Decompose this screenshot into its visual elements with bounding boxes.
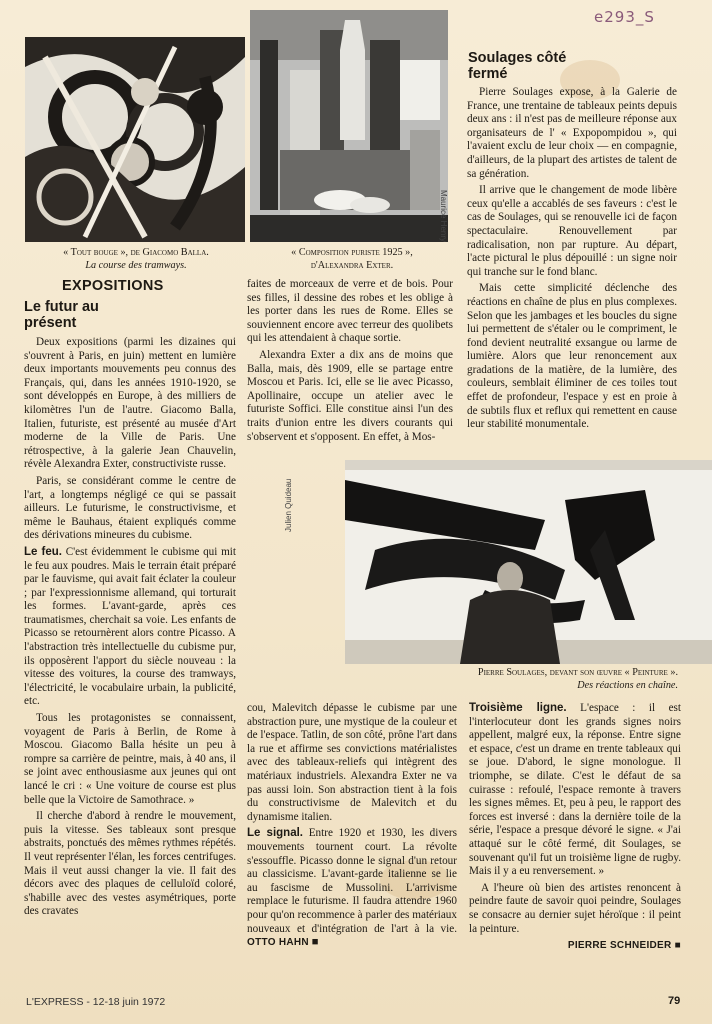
article2-column-c-bottom xyxy=(469,702,681,953)
paragraph xyxy=(469,702,681,879)
paragraph: Pierre Soulages expose, à la Galerie de France, une trentaine de tableaux peints depuis deux ans : il n'est pas de meilleure réponse aux organisateurs de l' « Expopompidou », qui l'avaient exclu de leur choix — en compagnie, d'ailleurs, de la plupart des artistes de talent de sa génération. xyxy=(467,86,677,180)
caption-soulages xyxy=(340,667,678,692)
caption-balla xyxy=(26,247,246,272)
article2-headline-text: Soulages côté fermé xyxy=(468,50,567,82)
footer-publication: L'EXPRESS - 12-18 juin 1972 xyxy=(26,996,166,1008)
handwritten-reference: e293_S xyxy=(594,8,655,26)
runin-heading-troisieme: Troisième ligne. xyxy=(469,702,567,714)
paragraph xyxy=(24,546,236,709)
paragraph-text: L'espace : il est l'interlocuteur dont les grands signes noirs appellent, malgré eux, la réponse. Entre signe et espace, c'est un drame en trente tableaux qui se joue. D'abord, le signe monologue. Il triomphe, se dilate. C'est le défaut de sa cuirasse : refoulé, l'espace remonte à travers les signes mêmes. Et, peu à peu, le rapport des forces est inversé : dans la dernière toile de la série, l'espace a presque dévoré le signe. « J'ai attaqué sur le côté fermé, dit Soulages, se souvenant qu'il fut un troisième ligne de rugby. Mais il y a eu renversement. » xyxy=(469,702,682,878)
footer-page-number: 79 xyxy=(668,995,681,1007)
paragraph: Tous les protagonistes se connaissent, voyagent de Paris à Berlin, de Rome à Moscou. Giacomo Balla hésite un peu à rompre sa carrière de peintre, mais, à 40 ans, il se joint avec enthousiasme aux jeunes qui ont lancé le cri : « Une voiture de course est plus belle que la Victoire de Samothrace. » xyxy=(24,712,236,806)
soulages-painting-photo xyxy=(345,460,712,664)
section-title: EXPOSITIONS xyxy=(62,278,164,294)
paragraph: Paris, se considérant comme le centre de l'art, a longtemps négligé ce qui se passait ailleurs. Le futurisme, le constructivisme, et même le Bauhaus, étaient expliqués comme des dérivations mineures du cubisme. xyxy=(24,474,236,542)
photo-credit-henry: Maurice Henry xyxy=(439,190,448,243)
caption-balla-sub: La course des tramways. xyxy=(85,259,187,271)
paragraph-text: Entre 1920 et 1930, les divers mouvements tournent court. La révolte s'essouffle. Picasso donne le signal d'un retour au classicisme. L'avant-garde italienne se lie au fascisme de Mussolini. L'arrivisme remplace le futurisme. Il faudra attendre 1960 pour qu'on recommence à parler des matériaux nouveaux et d'intégration de l'art à la vie. xyxy=(247,827,457,935)
author-pierre-schneider: PIERRE SCHNEIDER xyxy=(567,940,672,952)
paragraph: faites de morceaux de verre et de bois. Pour ses filles, il dessine des robes et les oblige à les porter dans les rues de Rome. Elles se souviennent encore avec terreur des quolibets qui les attendaient à chaque sortie. xyxy=(247,278,453,345)
caption-soulages-sub: Des réactions en chaîne. xyxy=(577,679,678,691)
article2-column-c-top xyxy=(467,86,677,435)
paragraph: Deux expositions (parmi les dizaines qui s'ouvrent à Paris, en juin) mettent en lumière deux importants mouvements peu connus des Français, qui, dans les années 1910-1920, se sont développés en Europe, à des milliers de kilomètres l'un de l'autre. Giacomo Balla, Italien, futuriste, est présenté au musée d'Art moderne de la Ville de Paris. Une rétrospective, à la galerie Jean Chauvelin, révèle Alexandra Exter, constructiviste russe. xyxy=(24,336,236,471)
paragraph: Mais cette simplicité déclenche des réactions en chaîne de plus en plus complexes. Selon que les jambages et les boucles du signe lui permettent de s'étaler ou le compriment, le fond devient neutralité exsangue ou larme de lumière. Alors que leur renoncement aux gradations de la matière, de la lumière, des couleurs, semblait éliminer de ces toiles tout effet de profondeur, l'espace y est en proie à de subtils flux et reflux qui remettent en cause leur stabilité monumentale. xyxy=(467,282,677,431)
caption-exter xyxy=(250,247,454,272)
paragraph: Il arrive que le changement de mode libère ceux qu'elle a accablés de ses faveurs : c'est le cas de Soulages, qui se renouvelle ici de façon spectaculaire. Renouvellement par radicalisation, non par rupture. Au départ, l'acte pictural le plus dépouillé : un signe noir qui tranche sur le fond blanc. xyxy=(467,184,677,278)
article1-headline-text: Le futur au présent xyxy=(24,299,99,331)
balla-painting-photo xyxy=(25,37,245,242)
runin-heading-feu: Le feu. xyxy=(24,545,62,558)
caption-balla-title: « Tout bouge », de Giacomo Balla. xyxy=(63,247,209,258)
caption-soulages-title: Pierre Soulages, devant son œuvre « Peinture ». xyxy=(477,667,678,678)
author-signature xyxy=(469,939,681,953)
paragraph: Alexandra Exter a dix ans de moins que Balla, mais, dès 1909, elle se partage entre Moscou et Paris. Ici, elle se lie avec Picasso, Apollinaire, occupe un atelier avec le futuriste Soffici. Elle constitue ainsi l'un des traits d'union entre les divers courants qui s'observent et s'opposent. En effet, à Mos- xyxy=(247,348,453,443)
article1-column-b-top xyxy=(247,278,453,447)
paragraph: A l'heure où bien des artistes renoncent à peindre faute de savoir quoi peindre, Soulages se consacre au dernier sujet héroïque : il peint la peinture. xyxy=(469,881,681,935)
article1-headline xyxy=(24,299,124,331)
paragraph-text: C'est évidemment le cubisme qui mit le feu aux poudres. Mais le terrain était préparé par le fauvisme, qui avait fait éclater la couleur ; par l'expressionnisme allemand, qui torturait les formes. L'avant-garde, après ces traumatismes, cherchait sa voie. Les enfants de Picasso se retournèrent alors contre Picasso. A l'abstraction très intellectuelle du cubisme pur, ils opposèrent l'apport du siècle nouveau : la vitesse des voitures, la course des tramways, l'électricité, le vocabulaire urbain, la publicité, etc. xyxy=(24,545,237,708)
caption-exter-sub: d'Alexandra Exter. xyxy=(310,259,394,271)
paragraph: Il cherche d'abord à rendre le mouvement, puis la vitesse. Ses tableaux sont presque abstraits, ponctués des mêmes rythmes répétés. Il veut représenter l'élan, les forces centrifuges. Mais il veut aussi changer la vie. Il fait des décors avec des plaques de celluloïd coloré, s'habille avec des vestes asymétriques, porte des cravates xyxy=(24,810,236,918)
photo-credit-quideau: Julien Quideau xyxy=(284,478,293,532)
paragraph: cou, Malevitch dépasse le cubisme par une abstraction pure, une mystique de la couleur et de l'espace. Tatlin, de son côté, prône l'art dans la rue et affirme ses convictions matérialistes avec des tableaux-reliefs qui intègrent des matériaux industriels. Alexandra Exter ne va pas aussi loin. Son abstraction tient à la fois du constructivisme de Malevitch et du dynamisme italien. xyxy=(247,702,457,823)
article1-column-b-bottom xyxy=(247,702,457,953)
paragraph xyxy=(247,827,457,949)
exter-painting-photo xyxy=(250,10,448,242)
runin-heading-signal: Le signal. xyxy=(247,827,303,840)
end-mark: ■ xyxy=(311,936,319,949)
article1-column-a xyxy=(24,336,236,922)
author-otto-hahn: OTTO HAHN xyxy=(247,937,309,949)
end-mark: ■ xyxy=(674,940,681,952)
article2-headline xyxy=(468,50,568,82)
caption-exter-title: « Composition puriste 1925 », xyxy=(291,247,413,258)
